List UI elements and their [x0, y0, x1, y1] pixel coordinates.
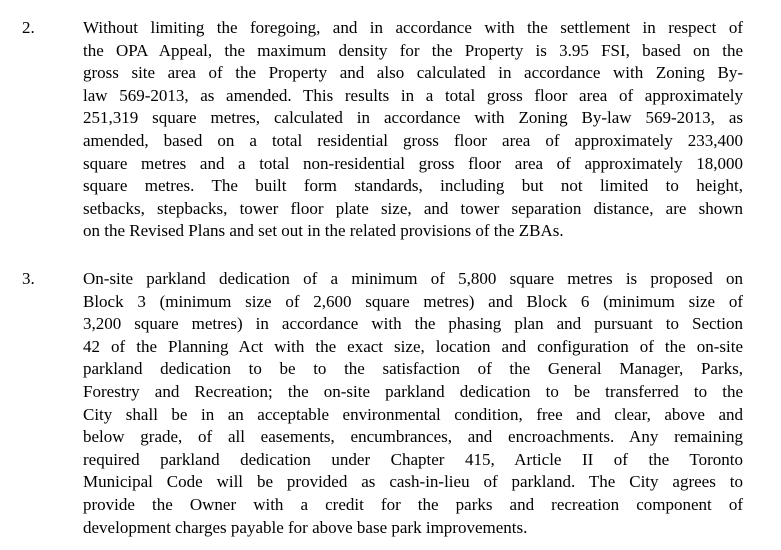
- text-line: Block 3 (minimum size of 2,600 square metres) and Block 6 (minimum size of: [83, 291, 743, 311]
- clause-number: 2.: [22, 18, 35, 37]
- text-line: Forestry and Recreation; the on-site parkland dedication to be transferred to the: [83, 381, 743, 401]
- text-line: required parkland dedication under Chapter 415, Article II of the Toronto: [83, 449, 743, 469]
- text-line: below grade, of all easements, encumbrances, and encroachments. Any remaining: [83, 427, 743, 447]
- text-line: on the Revised Plans and set out in the related provisions of the ZBAs.: [83, 221, 564, 241]
- clause-text: [83, 17, 743, 243]
- text-line: On-site parkland dedication of a minimum of 5,800 square metres is proposed on: [83, 269, 743, 288]
- text-line: law 569-2013, as amended. This results in a total gross floor area of approximately: [83, 85, 743, 105]
- text-line: provide the Owner with a credit for the parks and recreation component of: [83, 494, 743, 514]
- text-line: 251,319 square metres, calculated in accordance with Zoning By-law 569-2013, as: [83, 108, 743, 128]
- text-line: City shall be in an acceptable environmental condition, free and clear, above and: [83, 404, 743, 424]
- text-line: development charges payable for above base park improvements.: [83, 517, 528, 537]
- clause-text: [83, 268, 743, 539]
- clause-number: 3.: [22, 269, 35, 288]
- text-line: 3,200 square metres) in accordance with the phasing plan and pursuant to Section: [83, 314, 743, 334]
- text-line: setbacks, stepbacks, tower floor plate size, and tower separation distance, are shown: [83, 198, 743, 218]
- text-line: gross site area of the Property and also calculated in accordance with Zoning By-: [83, 63, 743, 83]
- text-line: Municipal Code will be provided as cash-in-lieu of parkland. The City agrees to: [83, 472, 743, 492]
- text-line: square metres and a total non-residential gross floor area of approximately 18,000: [83, 153, 743, 173]
- text-line: amended, based on a total residential gross floor area of approximately 233,400: [83, 130, 743, 150]
- text-line: Without limiting the foregoing, and in accordance with the settlement in respect of: [83, 18, 743, 37]
- text-line: 42 of the Planning Act with the exact size, location and configuration of the on-site: [83, 336, 743, 356]
- text-line: the OPA Appeal, the maximum density for the Property is 3.95 FSI, based on the: [83, 40, 743, 60]
- text-line: parkland dedication to be to the satisfaction of the General Manager, Parks,: [83, 359, 743, 379]
- text-line: square metres. The built form standards, including but not limited to height,: [83, 176, 743, 196]
